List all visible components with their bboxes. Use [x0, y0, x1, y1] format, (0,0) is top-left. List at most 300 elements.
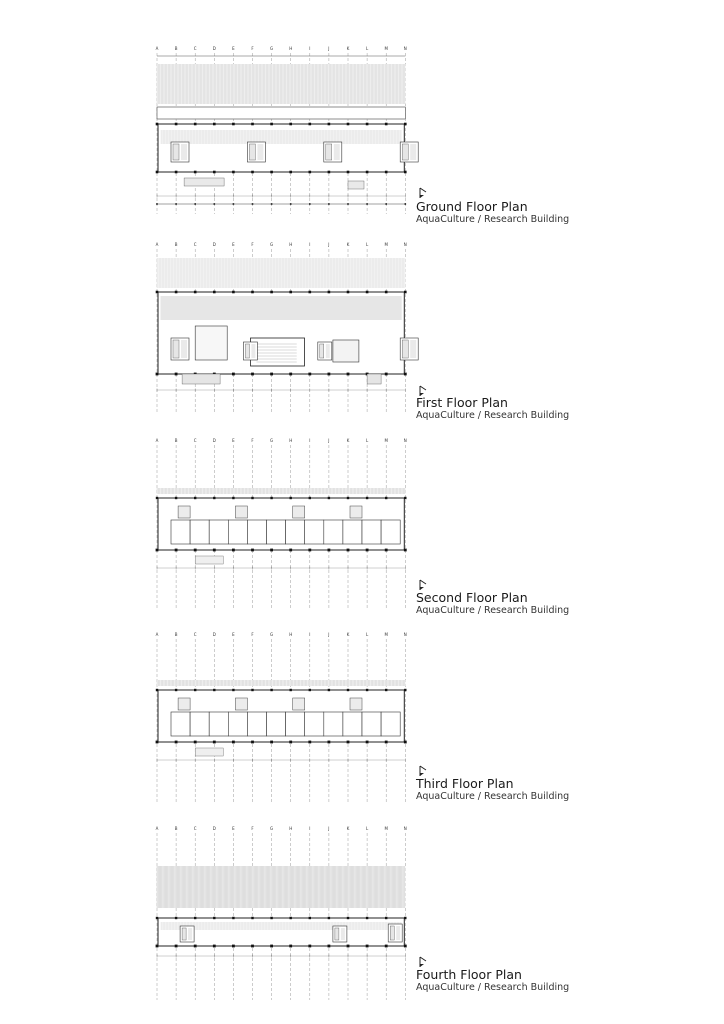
dimension-line	[157, 389, 405, 392]
lab-room	[267, 520, 286, 544]
fourth-floor-plan	[150, 824, 418, 1004]
column	[251, 741, 254, 744]
grid-label: K	[346, 632, 350, 637]
column	[232, 945, 235, 948]
grid-label: N	[403, 46, 407, 51]
grid-label: A	[155, 438, 159, 443]
column	[232, 917, 234, 919]
column	[270, 291, 273, 294]
column	[385, 171, 388, 174]
grid-label: C	[193, 826, 197, 831]
column	[251, 373, 254, 376]
column	[175, 945, 178, 948]
service-core	[178, 698, 190, 710]
plan-title: Fourth Floor Plan	[416, 967, 522, 982]
lab-room	[305, 520, 324, 544]
structural-grid	[157, 833, 405, 1000]
wet-lab	[195, 326, 227, 360]
column	[308, 549, 311, 552]
fourth-floor-drawing	[150, 824, 418, 1004]
grid-label: A	[155, 826, 159, 831]
grid-label: M	[384, 826, 388, 831]
balcony	[195, 748, 223, 756]
column	[366, 689, 368, 691]
grid-label: E	[232, 632, 235, 637]
column	[385, 497, 387, 499]
column	[270, 497, 272, 499]
ground-floor-drawing	[150, 44, 418, 220]
column	[328, 917, 330, 919]
column	[309, 497, 311, 499]
plan-subtitle: AquaCulture / Research Building	[416, 410, 570, 421]
column	[156, 497, 158, 499]
grid-label: K	[346, 826, 350, 831]
column	[308, 945, 311, 948]
grid-label: H	[289, 632, 293, 637]
grid-label: K	[346, 46, 350, 51]
lab-room	[228, 712, 247, 736]
lab-room	[247, 520, 266, 544]
lab-room	[305, 712, 324, 736]
column	[232, 291, 235, 294]
service-core	[350, 698, 362, 710]
grid-label: C	[193, 46, 197, 51]
second-floor-drawing	[150, 436, 418, 612]
grid-label: J	[328, 242, 330, 247]
column	[213, 741, 216, 744]
grid-label: C	[193, 438, 197, 443]
column	[232, 689, 234, 691]
lab-room	[247, 712, 266, 736]
grid-label: L	[365, 632, 369, 637]
ground-floor-plan	[150, 44, 418, 220]
stair-core	[247, 142, 265, 162]
column	[328, 741, 331, 744]
column	[232, 497, 234, 499]
column	[290, 497, 292, 499]
dimension-line	[157, 195, 405, 198]
column	[270, 689, 272, 691]
grid-label: J	[328, 826, 330, 831]
column	[251, 497, 253, 499]
column	[328, 171, 331, 174]
column	[232, 123, 235, 126]
grid-label: M	[384, 438, 388, 443]
column	[213, 689, 215, 691]
stair-core	[171, 338, 189, 360]
ramp	[182, 374, 220, 384]
column	[404, 373, 407, 376]
column	[270, 123, 273, 126]
column	[404, 291, 407, 294]
grid-label: J	[328, 46, 330, 51]
canopy-hatch	[157, 64, 405, 104]
grid-label: D	[212, 438, 216, 443]
column	[289, 549, 292, 552]
column	[309, 291, 312, 294]
service-core	[293, 506, 305, 518]
second-floor-caption	[416, 591, 569, 616]
third-floor-drawing	[150, 630, 418, 810]
column	[232, 741, 235, 744]
grid-label: N	[403, 826, 407, 831]
column	[156, 549, 159, 552]
column	[366, 917, 368, 919]
column	[251, 945, 254, 948]
column	[251, 917, 253, 919]
stair-core	[388, 924, 402, 942]
column	[328, 123, 331, 126]
grid-label: I	[309, 46, 311, 51]
service-core	[350, 506, 362, 518]
column	[156, 741, 159, 744]
column	[385, 291, 388, 294]
lab-room	[343, 520, 362, 544]
ramp	[184, 178, 224, 186]
grid-label: H	[289, 46, 293, 51]
column	[328, 945, 331, 948]
lab-room	[209, 712, 228, 736]
third-floor-caption	[416, 777, 569, 802]
column	[156, 689, 158, 691]
column	[366, 549, 369, 552]
walkway	[157, 107, 405, 119]
grid-label: I	[309, 242, 311, 247]
interior-hatch	[161, 922, 401, 930]
column	[347, 917, 349, 919]
column	[270, 945, 273, 948]
grid-label: B	[174, 632, 178, 637]
column	[156, 373, 159, 376]
ramp	[348, 181, 364, 189]
fourth-floor-caption	[416, 968, 569, 993]
grid-label: D	[212, 632, 216, 637]
lab-room	[190, 520, 209, 544]
lab-room	[171, 712, 190, 736]
grid-label: G	[270, 826, 274, 831]
column	[194, 917, 196, 919]
stair-core	[171, 142, 189, 162]
column	[213, 945, 216, 948]
service-core	[293, 698, 305, 710]
column	[308, 373, 311, 376]
column	[232, 171, 235, 174]
grid-label: E	[232, 242, 235, 247]
grid-label: A	[155, 46, 159, 51]
grid-label: D	[212, 826, 216, 831]
plan-subtitle: AquaCulture / Research Building	[416, 791, 570, 802]
lab-room	[209, 520, 228, 544]
grid-label: C	[193, 632, 197, 637]
lab-room	[362, 520, 381, 544]
grid-label: L	[365, 242, 369, 247]
lab-room	[324, 712, 343, 736]
column	[347, 497, 349, 499]
column	[156, 917, 158, 919]
service-core	[235, 698, 247, 710]
stair-core	[318, 342, 332, 360]
column	[366, 171, 369, 174]
column	[194, 497, 196, 499]
column	[251, 549, 254, 552]
grid-label: N	[403, 242, 407, 247]
column	[328, 373, 331, 376]
stair-core	[400, 338, 418, 360]
lab-room	[381, 712, 400, 736]
column	[347, 549, 350, 552]
column	[270, 171, 273, 174]
column	[289, 945, 292, 948]
column	[289, 291, 292, 294]
column	[385, 373, 388, 376]
column	[290, 689, 292, 691]
stair-core	[243, 342, 257, 360]
grid-label: I	[309, 826, 311, 831]
first-floor-caption	[416, 396, 569, 421]
service-core	[178, 506, 190, 518]
grid-label: L	[365, 826, 369, 831]
column	[309, 171, 312, 174]
grid-label: G	[270, 46, 274, 51]
lab-room	[343, 712, 362, 736]
plan-title: Ground Floor Plan	[416, 199, 528, 214]
column	[175, 171, 178, 174]
roof-edge-hatch	[157, 488, 405, 494]
grid-label: M	[384, 242, 388, 247]
column	[289, 373, 292, 376]
column	[385, 549, 388, 552]
tank-hatch	[161, 296, 401, 320]
grid-label: F	[251, 826, 254, 831]
column	[385, 917, 387, 919]
grid-label: C	[193, 242, 197, 247]
column	[175, 373, 178, 376]
column	[404, 549, 407, 552]
dimension-line	[157, 567, 405, 570]
column	[328, 497, 330, 499]
grid-label: E	[232, 826, 235, 831]
column	[175, 291, 178, 294]
column	[347, 373, 350, 376]
column	[156, 291, 159, 294]
grid-label: G	[270, 632, 274, 637]
column	[232, 549, 235, 552]
column	[175, 549, 178, 552]
lab-room	[362, 712, 381, 736]
meeting-room	[333, 340, 359, 362]
column	[385, 689, 387, 691]
first-floor-drawing	[150, 240, 418, 416]
lab-room	[286, 520, 305, 544]
grid-label: I	[309, 438, 311, 443]
grid-label: B	[174, 438, 178, 443]
stair-core	[324, 142, 342, 162]
column	[347, 291, 350, 294]
column	[251, 689, 253, 691]
grid-label: B	[174, 826, 178, 831]
lab-room	[324, 520, 343, 544]
column	[213, 291, 216, 294]
column	[347, 741, 350, 744]
column	[366, 291, 369, 294]
grid-label: J	[328, 438, 330, 443]
grid-label: M	[384, 46, 388, 51]
grid-label: K	[346, 438, 350, 443]
plan-subtitle: AquaCulture / Research Building	[416, 605, 570, 616]
stair-core	[333, 926, 347, 942]
grid-label: H	[289, 826, 293, 831]
column	[194, 549, 197, 552]
grid-label: H	[289, 438, 293, 443]
grid-label: B	[174, 242, 178, 247]
grid-label: M	[384, 632, 388, 637]
third-floor-plan	[150, 630, 418, 810]
column	[270, 741, 273, 744]
column	[251, 123, 254, 126]
column	[385, 741, 388, 744]
column	[175, 497, 177, 499]
plan-title: Third Floor Plan	[416, 776, 514, 791]
column	[213, 123, 216, 126]
grid-label: G	[270, 242, 274, 247]
column	[270, 549, 273, 552]
lab-room	[286, 712, 305, 736]
column	[347, 945, 350, 948]
grid-label: B	[174, 46, 178, 51]
column	[213, 497, 215, 499]
grid-label: F	[251, 632, 254, 637]
column	[347, 171, 350, 174]
column	[404, 741, 407, 744]
column	[366, 945, 369, 948]
column	[366, 741, 369, 744]
column	[213, 917, 215, 919]
column	[213, 549, 216, 552]
column	[194, 689, 196, 691]
second-floor-plan	[150, 436, 418, 612]
column	[194, 945, 197, 948]
column	[366, 497, 368, 499]
lab-room	[190, 712, 209, 736]
grid-label: A	[155, 632, 159, 637]
grid-label: H	[289, 242, 293, 247]
grid-label: K	[346, 242, 350, 247]
north-arrow-icon	[418, 186, 428, 200]
column	[175, 689, 177, 691]
grid-label: D	[212, 242, 216, 247]
upper-grid-hatch	[157, 258, 405, 288]
column	[309, 917, 311, 919]
roof-edge-hatch	[157, 680, 405, 686]
column	[385, 123, 388, 126]
column	[289, 123, 292, 126]
column	[308, 741, 311, 744]
column	[251, 171, 254, 174]
lab-room	[381, 520, 400, 544]
grid-label: F	[251, 242, 254, 247]
column	[213, 171, 216, 174]
column	[194, 123, 197, 126]
grid-label: I	[309, 632, 311, 637]
plan-title: First Floor Plan	[416, 395, 508, 410]
column	[404, 497, 406, 499]
column	[289, 741, 292, 744]
first-floor-plan	[150, 240, 418, 416]
column	[404, 171, 407, 174]
column	[194, 741, 197, 744]
column	[232, 373, 235, 376]
column	[328, 689, 330, 691]
column	[194, 291, 197, 294]
grid-label: F	[251, 438, 254, 443]
column	[156, 945, 159, 948]
plan-title: Second Floor Plan	[416, 590, 528, 605]
balcony	[195, 556, 223, 564]
column	[309, 123, 312, 126]
grid-label: L	[365, 46, 369, 51]
column	[156, 123, 159, 126]
service-core	[235, 506, 247, 518]
grid-label: F	[251, 46, 254, 51]
column	[347, 123, 350, 126]
column	[175, 123, 178, 126]
column	[289, 171, 292, 174]
roof-hatch	[157, 866, 405, 908]
grid-label: D	[212, 46, 216, 51]
lab-room	[171, 520, 190, 544]
dimension-line	[157, 955, 405, 958]
column	[270, 917, 272, 919]
ramp	[367, 374, 381, 384]
dimension-line	[157, 759, 405, 762]
ground-floor-caption	[416, 200, 569, 225]
column	[175, 917, 177, 919]
column	[309, 689, 311, 691]
column	[156, 171, 159, 174]
grid-label: G	[270, 438, 274, 443]
column	[347, 689, 349, 691]
column	[194, 171, 197, 174]
column	[328, 549, 331, 552]
grid-label: N	[403, 632, 407, 637]
column	[404, 689, 406, 691]
column	[270, 373, 273, 376]
grid-label: E	[232, 438, 235, 443]
grid-label: A	[155, 242, 159, 247]
column	[366, 123, 369, 126]
stair-core	[400, 142, 418, 162]
column	[404, 123, 407, 126]
column	[404, 917, 406, 919]
lab-room	[267, 712, 286, 736]
lab-room	[228, 520, 247, 544]
auditorium	[251, 338, 305, 366]
column	[328, 291, 331, 294]
grid-label: L	[365, 438, 369, 443]
grid-label: E	[232, 46, 235, 51]
column	[385, 945, 388, 948]
column	[251, 291, 254, 294]
grid-label: N	[403, 438, 407, 443]
grid-label: J	[328, 632, 330, 637]
plan-subtitle: AquaCulture / Research Building	[416, 982, 570, 993]
column	[175, 741, 178, 744]
column	[290, 917, 292, 919]
stair-core	[180, 926, 194, 942]
column	[404, 945, 407, 948]
plan-subtitle: AquaCulture / Research Building	[416, 214, 570, 225]
interior-hatch	[161, 130, 401, 144]
